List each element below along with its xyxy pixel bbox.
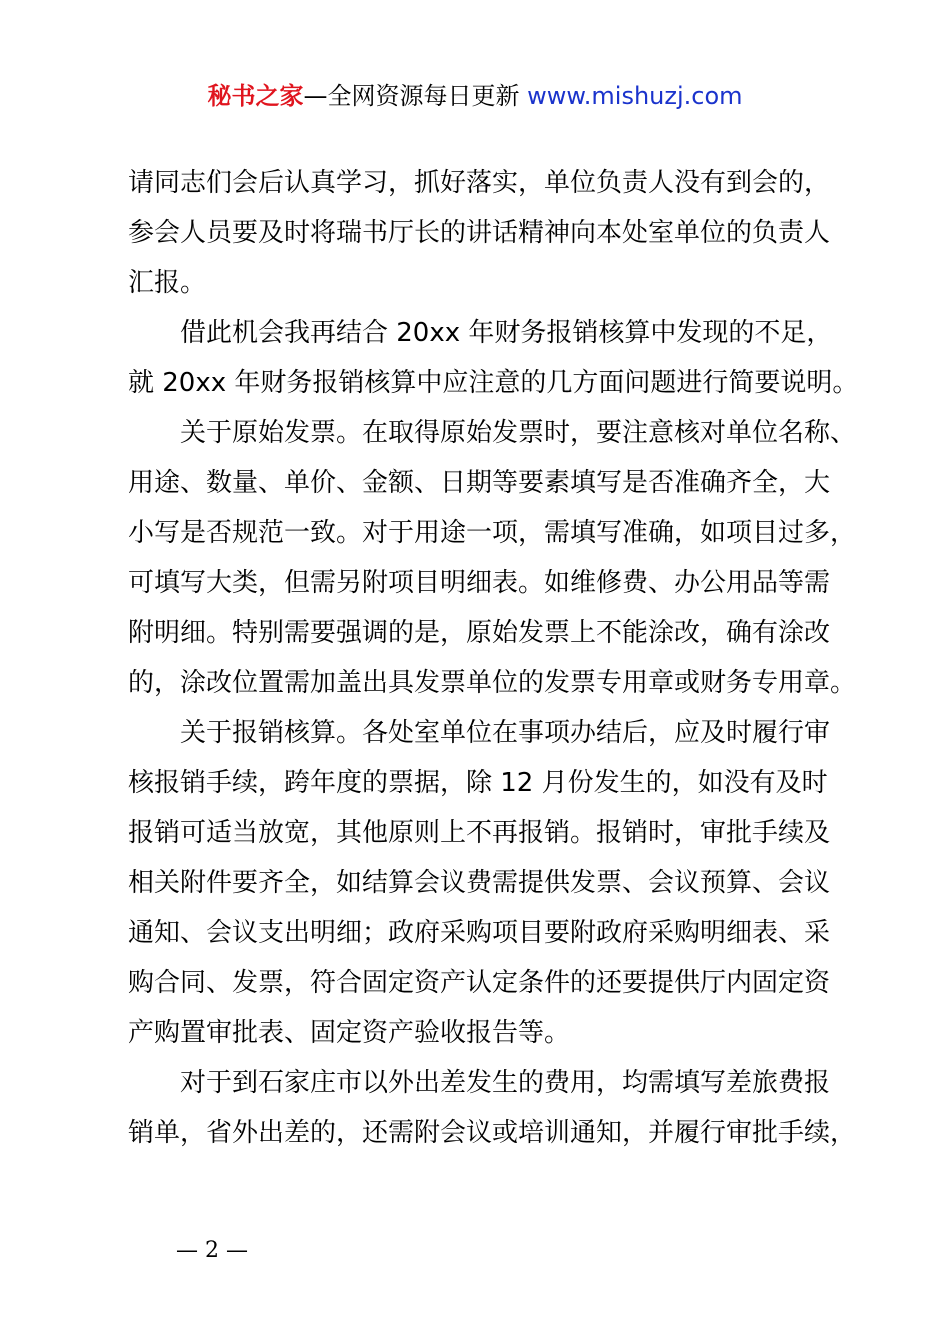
document-body	[128, 158, 859, 1158]
paragraph-start-line: 关于报销核算。各处室单位在事项办结后，应及时履行审	[180, 718, 831, 748]
site-header	[0, 78, 950, 114]
text-line: 相关附件要齐全，如结算会议费需提供发票、会议预算、会议	[128, 868, 831, 898]
page-number: — 2 —	[176, 1238, 248, 1263]
text-line: 小写是否规范一致。对于用途一项，需填写准确，如项目过多，	[128, 518, 857, 548]
text-line: 请同志们会后认真学习，抓好落实，单位负责人没有到会的，	[128, 168, 831, 198]
paragraph-start-line: 关于原始发票。在取得原始发票时，要注意核对单位名称、	[180, 418, 857, 448]
text-line: 核报销手续，跨年度的票据，除 12 月份发生的，如没有及时	[128, 768, 828, 798]
text-line: 的，涂改位置需加盖出具发票单位的发票专用章或财务专用章。	[128, 668, 857, 698]
paragraph-start-line: 对于到石家庄市以外出差发生的费用，均需填写差旅费报	[180, 1068, 831, 1098]
text-line: 销单，省外出差的，还需附会议或培训通知，并履行审批手续，	[128, 1118, 857, 1148]
text-line: 参会人员要及时将瑞书厅长的讲话精神向本处室单位的负责人	[128, 218, 831, 248]
text-line: 报销可适当放宽，其他原则上不再报销。报销时，审批手续及	[128, 818, 831, 848]
text-line: 可填写大类，但需另附项目明细表。如维修费、办公用品等需	[128, 568, 831, 598]
text-line: 用途、数量、单价、金额、日期等要素填写是否准确齐全，大	[128, 468, 831, 498]
text-line: 购合同、发票，符合固定资产认定条件的还要提供厅内固定资	[128, 968, 831, 998]
brand-name: 秘书之家	[207, 82, 304, 110]
paragraph-start-line: 借此机会我再结合 20xx 年财务报销核算中发现的不足，	[180, 318, 833, 348]
text-line: 就 20xx 年财务报销核算中应注意的几方面问题进行简要说明。	[128, 368, 859, 398]
text-line: 通知、会议支出明细；政府采购项目要附政府采购明细表、采	[128, 918, 831, 948]
text-line: 产购置审批表、固定资产验收报告等。	[128, 1018, 571, 1048]
site-url[interactable]: www.mishuzj.com	[527, 82, 743, 110]
text-line: 附明细。特别需要强调的是，原始发票上不能涂改，确有涂改	[128, 618, 831, 648]
text-line: 汇报。	[128, 268, 207, 298]
header-tagline: —全网资源每日更新	[303, 82, 520, 110]
